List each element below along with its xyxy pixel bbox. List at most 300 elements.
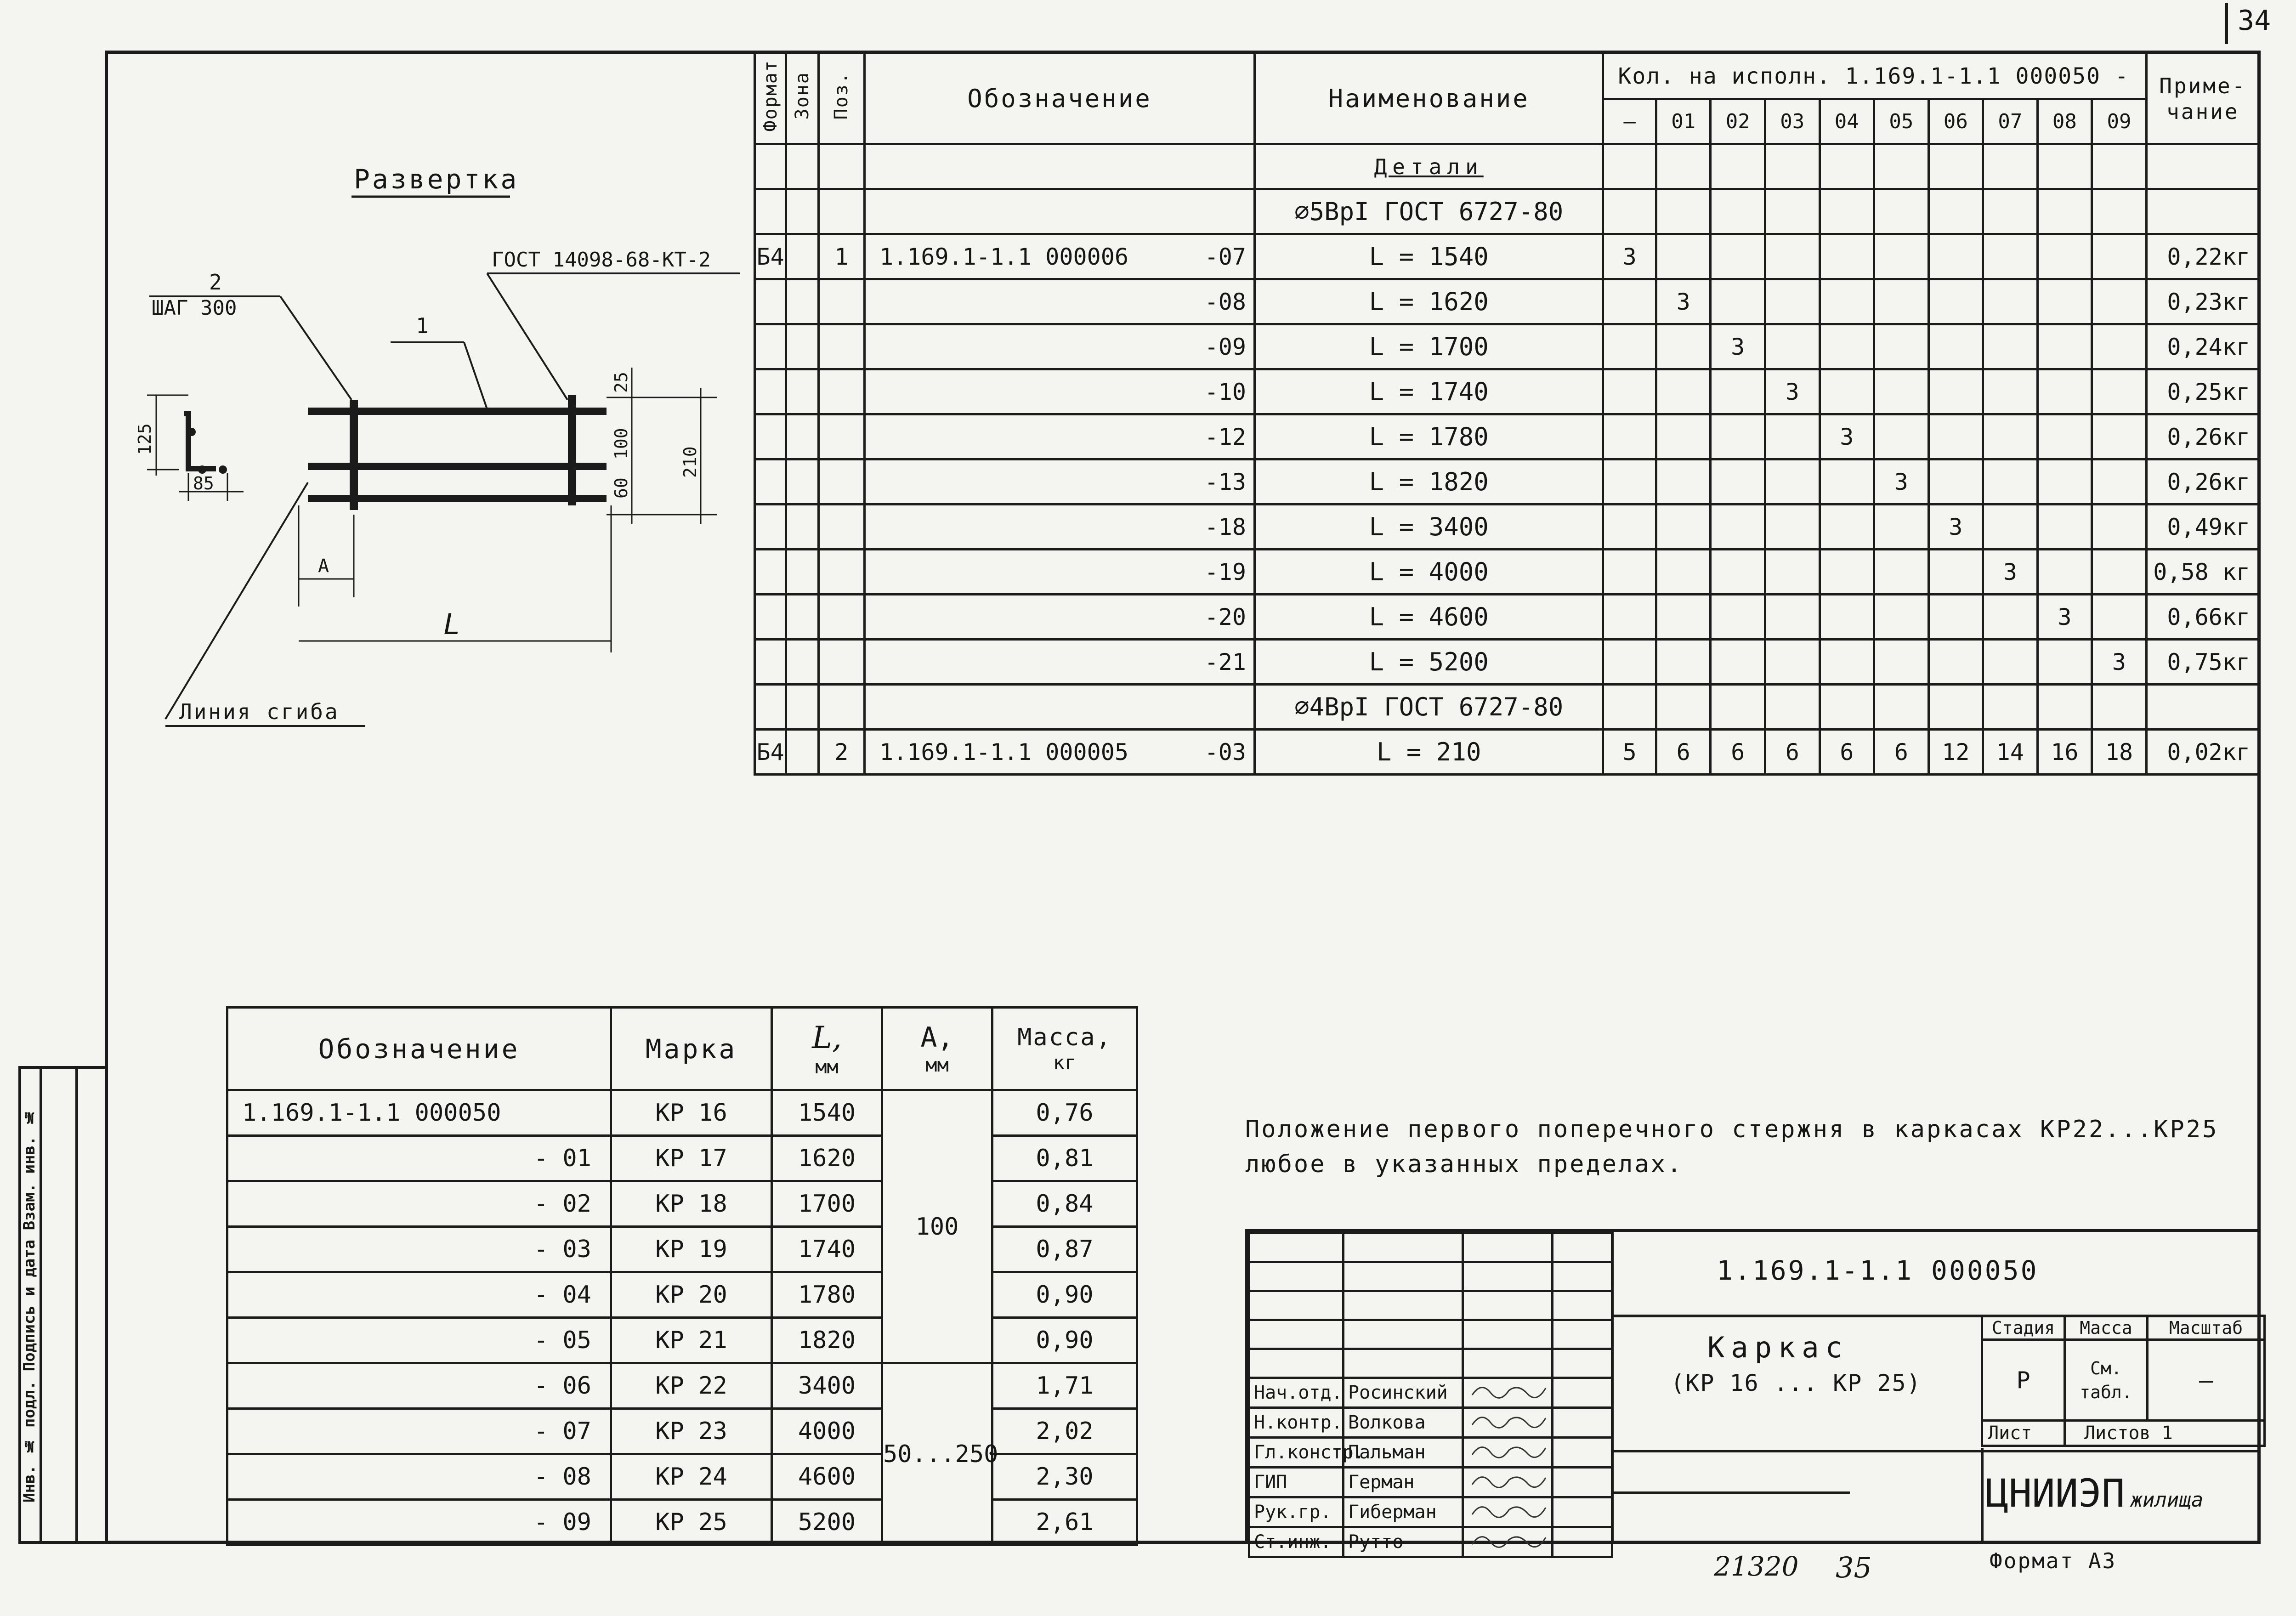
vt-mass: 0,87 (992, 1227, 1137, 1272)
format-cell (755, 505, 786, 550)
tb-person: Герман (1344, 1468, 1463, 1497)
spec-row (755, 459, 2260, 505)
qty-cell (1603, 640, 1656, 685)
vt-mass: 2,02 (992, 1409, 1137, 1454)
vt-mark: КР 23 (611, 1409, 772, 1454)
vt-length: 3400 (772, 1363, 882, 1409)
tb-role: Ст.инж. (1249, 1527, 1344, 1557)
qty-cell (1765, 459, 1820, 505)
vt-designation: - 09 (227, 1500, 611, 1545)
qty-cell (1928, 595, 1983, 640)
designation-code: 1.169.1-1.1 000006 (879, 243, 1128, 270)
designation-suffix: -20 (1204, 603, 1246, 630)
qty-cell (1765, 279, 1820, 324)
dim-L: L (443, 607, 461, 641)
vt-length: 1620 (772, 1136, 882, 1181)
qty-cell (1983, 595, 2038, 640)
zone-cell (786, 459, 818, 505)
signature-grid (1248, 1232, 1613, 1558)
vt-mass: 0,90 (992, 1272, 1137, 1318)
qty-cell (1820, 369, 1874, 414)
unfold-drawing (106, 138, 758, 744)
variant-row (227, 1409, 1137, 1454)
tb-role: Нач.отд. (1249, 1378, 1344, 1408)
qty-cell (1711, 640, 1765, 685)
qty-cell (1711, 505, 1765, 550)
qty-cell (1603, 595, 1656, 640)
qty-cell (2037, 640, 2092, 685)
zone-cell (786, 279, 818, 324)
tb-empty-cell (1249, 1349, 1344, 1378)
name-cell: L = 1780 (1254, 414, 1603, 459)
zone-cell (786, 324, 818, 369)
tb-role: Гл.констр. (1249, 1438, 1344, 1468)
designation-cell (865, 730, 1255, 775)
variant-row (227, 1227, 1137, 1272)
dim-210: 210 (680, 446, 700, 478)
vt-length: 4600 (772, 1454, 882, 1500)
note-cell: 0,22кг (2146, 234, 2259, 279)
signature-scribble (1468, 1498, 1550, 1521)
spec-row (755, 324, 2260, 369)
vt-mark: КР 17 (611, 1136, 772, 1181)
format-cell (755, 369, 786, 414)
qty-cell: 6 (1656, 730, 1711, 775)
vt-mark: КР 22 (611, 1363, 772, 1409)
qty-cell: 3 (1928, 505, 1983, 550)
note-cell: 0,26кг (2146, 459, 2259, 505)
material-2: ⌀4ВрI ГОСТ 6727-80 (1254, 685, 1603, 730)
qty-cell (1874, 234, 1929, 279)
pitch-label: ШАГ 300 (152, 296, 237, 320)
tb-empty-cell (1553, 1291, 1612, 1320)
side-strip (18, 1066, 106, 1544)
vt-col-designation: Обозначение (227, 1008, 611, 1090)
pos-cell (818, 369, 864, 414)
zone-cell (786, 550, 818, 595)
page-number: 34 (2238, 5, 2271, 37)
zone-cell (786, 595, 818, 640)
tb-empty-cell (1344, 1291, 1463, 1320)
qty-cell (1656, 505, 1711, 550)
qty-cell (2092, 550, 2147, 595)
qty-cell (2092, 595, 2147, 640)
note-cell: 0,23кг (2146, 279, 2259, 324)
qty-cell (1820, 595, 1874, 640)
tb-empty-cell (1249, 1291, 1344, 1320)
signature-scribble (1468, 1379, 1550, 1402)
col-designation: Обозначение (865, 53, 1255, 144)
tb-person: Гиберман (1344, 1497, 1463, 1527)
tb-empty-cell (1344, 1320, 1463, 1349)
note-line-2: любое в указанных пределах. (1245, 1151, 1684, 1178)
tb-role-row (1249, 1497, 1612, 1527)
pos-cell (818, 414, 864, 459)
vt-length: 1540 (772, 1090, 882, 1136)
qty-cell (1928, 640, 1983, 685)
tb-role-row (1249, 1378, 1612, 1408)
qty-cell (1874, 414, 1929, 459)
vt-mark: КР 16 (611, 1090, 772, 1136)
tb-signature (1463, 1497, 1553, 1527)
qty-cell (1656, 234, 1711, 279)
vt-mark: КР 21 (611, 1318, 772, 1363)
pos1-label: 1 (416, 313, 429, 338)
signature-scribble (1468, 1409, 1550, 1432)
qty-cell (2037, 234, 2092, 279)
variant-header: 07 (1983, 99, 2038, 144)
format-cell (755, 595, 786, 640)
stage-value: Р (1982, 1340, 2065, 1421)
note-cell: 0,25кг (2146, 369, 2259, 414)
sheet-label: Лист (1982, 1421, 2065, 1446)
tb-empty-row (1249, 1291, 1612, 1320)
col-format: Формат (755, 53, 786, 144)
tb-empty-row (1249, 1320, 1612, 1349)
qty-cell: 6 (1765, 730, 1820, 775)
tb-empty-cell (1553, 1349, 1612, 1378)
tb-person: Волкова (1344, 1408, 1463, 1438)
variant-header: 04 (1820, 99, 1874, 144)
tb-person: Рутто (1344, 1527, 1463, 1557)
designation-suffix: -18 (1204, 513, 1246, 540)
designation-cell (865, 279, 1255, 324)
vt-designation: - 05 (227, 1318, 611, 1363)
qty-cell: 14 (1983, 730, 2038, 775)
pos-cell (818, 459, 864, 505)
vt-col-mass: Масса, кг (992, 1008, 1137, 1090)
qty-cell: 3 (1820, 414, 1874, 459)
col-name: Наименование (1254, 53, 1603, 144)
qty-cell (1928, 324, 1983, 369)
dim-60: 60 (611, 477, 631, 499)
mass-value: См. табл. (2065, 1340, 2148, 1421)
qty-cell: 12 (1928, 730, 1983, 775)
qty-cell (1765, 234, 1820, 279)
tb-signature (1463, 1438, 1553, 1468)
qty-cell (1765, 324, 1820, 369)
section-details: Детали (1254, 144, 1603, 189)
qty-cell (1928, 234, 1983, 279)
qty-cell: 3 (1983, 550, 2038, 595)
pos-cell (818, 550, 864, 595)
qty-cell (1711, 414, 1765, 459)
col-zone: Зона (786, 53, 818, 144)
note-cell: 0,58 кг (2146, 550, 2259, 595)
format-cell (755, 550, 786, 595)
signature-scribble (1468, 1439, 1550, 1462)
vt-mass: 0,84 (992, 1181, 1137, 1227)
qty-cell (1874, 369, 1929, 414)
tb-empty-cell (1249, 1233, 1344, 1262)
vt-designation: - 01 (227, 1136, 611, 1181)
qty-cell (1928, 459, 1983, 505)
qty-cell (2092, 234, 2147, 279)
qty-cell (1874, 595, 1929, 640)
tb-role-row (1249, 1468, 1612, 1497)
variant-row (227, 1181, 1137, 1227)
format-cell (755, 324, 786, 369)
tb-product-sub: (КР 16 ... КР 25) (1671, 1370, 1922, 1396)
vt-mark: КР 20 (611, 1272, 772, 1318)
designation-cell (865, 369, 1255, 414)
pos2-label: 2 (209, 270, 222, 295)
variant-header: 02 (1711, 99, 1765, 144)
vt-designation: - 04 (227, 1272, 611, 1318)
zone-cell (786, 369, 818, 414)
qty-cell (1820, 324, 1874, 369)
col-note: Приме- чание (2146, 53, 2259, 144)
note-cell: 0,49кг (2146, 505, 2259, 550)
vt-col-A: А, мм (882, 1008, 992, 1090)
tb-signature (1463, 1378, 1553, 1408)
vt-designation: 1.169.1-1.1 000050 (227, 1090, 611, 1136)
variant-header: 01 (1656, 99, 1711, 144)
tb-empty-cell (1463, 1320, 1553, 1349)
tb-date (1553, 1468, 1612, 1497)
vt-col-L: L, мм (772, 1008, 882, 1090)
qty-cell (1656, 369, 1711, 414)
variant-row (227, 1454, 1137, 1500)
vt-a-value: 50...250 (882, 1363, 992, 1545)
qty-cell (2092, 414, 2147, 459)
vt-mark: КР 18 (611, 1181, 772, 1227)
qty-cell (1656, 324, 1711, 369)
qty-cell (2037, 324, 2092, 369)
tb-role-row (1249, 1527, 1612, 1557)
variant-header: 03 (1765, 99, 1820, 144)
designation-cell (865, 324, 1255, 369)
zone-cell (786, 730, 818, 775)
variant-header: 08 (2037, 99, 2092, 144)
qty-cell (2037, 369, 2092, 414)
vt-mark: КР 19 (611, 1227, 772, 1272)
signature-scribble (1468, 1469, 1550, 1491)
qty-cell (1765, 505, 1820, 550)
tb-empty-cell (1463, 1233, 1553, 1262)
qty-cell (1820, 234, 1874, 279)
variant-header: 09 (2092, 99, 2147, 144)
vt-length: 1780 (772, 1272, 882, 1318)
qty-cell (2037, 414, 2092, 459)
designation-cell (865, 234, 1255, 279)
qty-cell (2037, 505, 2092, 550)
vt-designation: - 07 (227, 1409, 611, 1454)
qty-cell: 3 (1765, 369, 1820, 414)
spec-row (755, 640, 2260, 685)
qty-cell: 18 (2092, 730, 2147, 775)
qty-cell (2092, 324, 2147, 369)
qty-cell (2092, 369, 2147, 414)
dim-A: А (318, 556, 329, 577)
designation-suffix: -13 (1204, 468, 1246, 495)
scale-header: Масштаб (2148, 1316, 2265, 1340)
qty-cell (1820, 550, 1874, 595)
mass-header: Масса (2065, 1316, 2148, 1340)
qty-cell (1711, 234, 1765, 279)
general-note (1245, 1112, 2256, 1182)
qty-cell (1603, 414, 1656, 459)
designation-cell (865, 414, 1255, 459)
archive-number: 21320 (1714, 1551, 1799, 1582)
format-cell: Б4 (755, 234, 786, 279)
vt-length: 5200 (772, 1500, 882, 1545)
col-qty: Кол. на исполн. 1.169.1-1.1 000050 - (1603, 53, 2146, 99)
qty-cell (1603, 459, 1656, 505)
vt-mass: 1,71 (992, 1363, 1137, 1409)
tb-empty-cell (1249, 1320, 1344, 1349)
specification-table (754, 52, 2261, 776)
name-cell: L = 4600 (1254, 595, 1603, 640)
zone-cell (786, 234, 818, 279)
tb-role-row (1249, 1408, 1612, 1438)
qty-cell (1820, 505, 1874, 550)
name-cell: L = 1740 (1254, 369, 1603, 414)
qty-cell (1656, 640, 1711, 685)
dim-25: 25 (611, 372, 631, 393)
stage-table (1981, 1315, 2266, 1447)
tb-empty-cell (1463, 1291, 1553, 1320)
designation-cell (865, 550, 1255, 595)
note-line-1: Положение первого поперечного стержня в каркасах КР22...КР25 (1245, 1116, 2219, 1143)
format-cell (755, 640, 786, 685)
tb-empty-cell (1463, 1262, 1553, 1291)
qty-cell: 5 (1603, 730, 1656, 775)
variants-table (226, 1006, 1138, 1546)
qty-cell (1983, 234, 2038, 279)
tb-empty-cell (1249, 1262, 1344, 1291)
qty-cell: 6 (1820, 730, 1874, 775)
tb-person: Росинский (1344, 1378, 1463, 1408)
tb-empty-cell (1463, 1349, 1553, 1378)
qty-cell (1603, 550, 1656, 595)
designation-suffix: -21 (1204, 648, 1246, 675)
qty-cell (1711, 459, 1765, 505)
name-cell: L = 1620 (1254, 279, 1603, 324)
note-cell: 0,26кг (2146, 414, 2259, 459)
vt-length: 1740 (772, 1227, 882, 1272)
tb-empty-row (1249, 1262, 1612, 1291)
tb-code: 1.169.1-1.1 000050 (1717, 1255, 2039, 1286)
tb-empty-cell (1553, 1320, 1612, 1349)
qty-cell: 16 (2037, 730, 2092, 775)
spec-row (755, 279, 2260, 324)
side-strip-label: Инв. № подл. Подпись и дата Взам. инв. № (20, 1108, 39, 1503)
vt-designation: - 06 (227, 1363, 611, 1409)
qty-cell (1983, 414, 2038, 459)
spec-row (755, 730, 2260, 775)
variant-row (227, 1363, 1137, 1409)
tb-empty-cell (1553, 1233, 1612, 1262)
tb-empty-cell (1553, 1262, 1612, 1291)
vt-length: 1820 (772, 1318, 882, 1363)
qty-cell (1711, 550, 1765, 595)
qty-cell (1983, 640, 2038, 685)
variant-row (227, 1136, 1137, 1181)
name-cell: L = 3400 (1254, 505, 1603, 550)
qty-cell: 3 (2037, 595, 2092, 640)
format-cell (755, 414, 786, 459)
designation-suffix: -12 (1204, 423, 1246, 450)
vt-designation: - 03 (227, 1227, 611, 1272)
designation-cell (865, 505, 1255, 550)
tb-date (1553, 1408, 1612, 1438)
designation-suffix: -19 (1204, 558, 1246, 585)
pos-cell (818, 595, 864, 640)
pos-cell (818, 640, 864, 685)
qty-cell (1656, 595, 1711, 640)
qty-cell (1765, 414, 1820, 459)
qty-cell (1874, 640, 1929, 685)
designation-cell (865, 640, 1255, 685)
qty-cell (2037, 459, 2092, 505)
vt-mark: КР 25 (611, 1500, 772, 1545)
qty-cell: 6 (1874, 730, 1929, 775)
zone-cell (786, 505, 818, 550)
note-cell: 0,24кг (2146, 324, 2259, 369)
qty-cell (1874, 279, 1929, 324)
tb-empty-cell (1344, 1262, 1463, 1291)
qty-cell (1603, 369, 1656, 414)
variant-row (227, 1500, 1137, 1545)
tb-role-row (1249, 1438, 1612, 1468)
qty-cell (1603, 324, 1656, 369)
qty-cell: 3 (1603, 234, 1656, 279)
vt-designation: - 02 (227, 1181, 611, 1227)
vt-length: 1700 (772, 1181, 882, 1227)
tb-date (1553, 1497, 1612, 1527)
qty-cell (1874, 505, 1929, 550)
qty-cell (1711, 369, 1765, 414)
pos-cell (818, 279, 864, 324)
vt-mass: 0,90 (992, 1318, 1137, 1363)
qty-cell: 6 (1711, 730, 1765, 775)
qty-cell (2092, 459, 2147, 505)
variant-header: 05 (1874, 99, 1929, 144)
pos-cell (818, 505, 864, 550)
scale-value: — (2148, 1340, 2265, 1421)
vt-mass: 0,81 (992, 1136, 1137, 1181)
vt-mark: КР 24 (611, 1454, 772, 1500)
sheet-seq-number: 35 (1836, 1551, 1872, 1584)
note-cell: 0,66кг (2146, 595, 2259, 640)
vt-mass: 2,30 (992, 1454, 1137, 1500)
paper-format: Формат А3 (1990, 1548, 2117, 1573)
designation-suffix: -08 (1204, 288, 1246, 315)
name-cell: L = 1700 (1254, 324, 1603, 369)
designation-suffix: -10 (1204, 378, 1246, 405)
tb-signature (1463, 1527, 1553, 1557)
pos-cell: 1 (818, 234, 864, 279)
tb-person: Пальман (1344, 1438, 1463, 1468)
spec-row (755, 234, 2260, 279)
tb-empty-row (1249, 1349, 1612, 1378)
qty-cell (1603, 279, 1656, 324)
spec-row (755, 505, 2260, 550)
name-cell: L = 1540 (1254, 234, 1603, 279)
name-cell: L = 5200 (1254, 640, 1603, 685)
qty-cell (1928, 369, 1983, 414)
tb-signature (1463, 1468, 1553, 1497)
tb-date (1553, 1378, 1612, 1408)
qty-cell (1874, 324, 1929, 369)
material-1: ⌀5ВрI ГОСТ 6727-80 (1254, 189, 1603, 234)
designation-code: 1.169.1-1.1 000005 (879, 738, 1128, 765)
qty-cell (1656, 550, 1711, 595)
spec-row (755, 369, 2260, 414)
qty-cell (2092, 279, 2147, 324)
vt-length: 4000 (772, 1409, 882, 1454)
